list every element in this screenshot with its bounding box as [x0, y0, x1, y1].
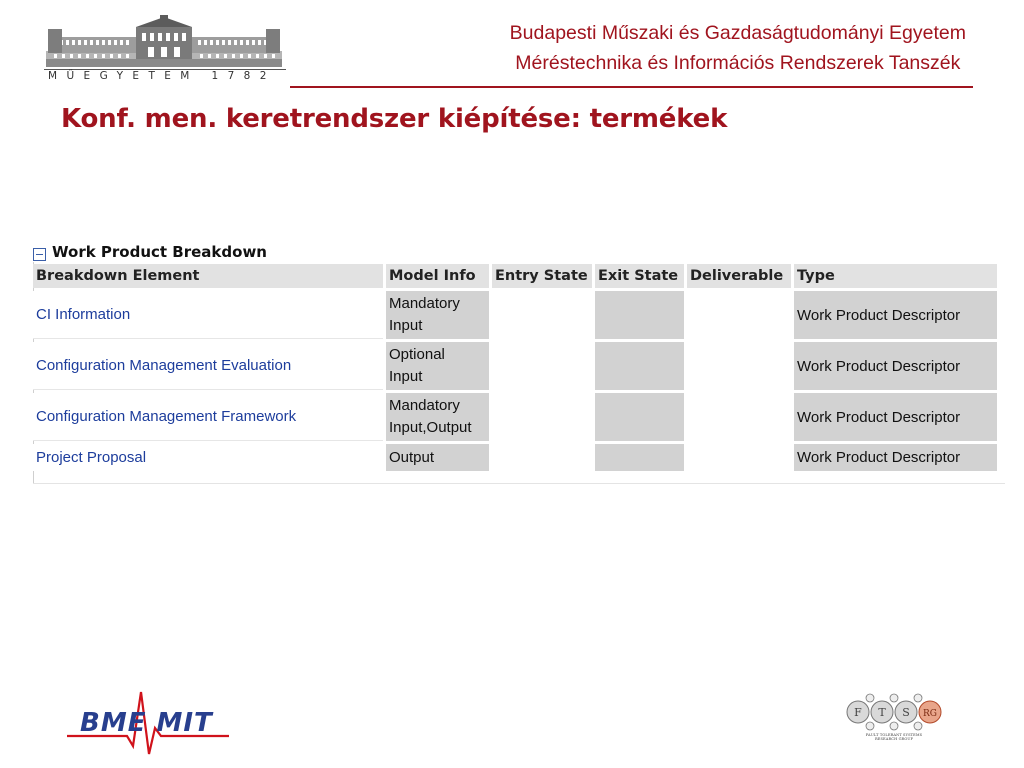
- model-info-cell: [386, 291, 489, 339]
- type-cell: Work Product Descriptor: [794, 291, 997, 339]
- type-cell: Work Product Descriptor: [794, 342, 997, 390]
- model-info-line: Mandatory: [389, 397, 460, 414]
- ftsrg-caption-line: RESEARCH GROUP: [874, 737, 914, 741]
- work-product-breakdown-panel: [33, 240, 1005, 474]
- model-info-line: Output: [389, 448, 435, 466]
- model-info-line: Input: [389, 368, 423, 385]
- column-header-exit-state: Exit State: [595, 264, 684, 288]
- breakdown-element-cell: [33, 393, 383, 441]
- model-info-line: Input: [389, 317, 423, 334]
- entry-state-cell: [492, 444, 592, 471]
- ftsrg-caption: [838, 733, 950, 741]
- breakdown-element-cell: [33, 342, 383, 390]
- table-row: [33, 393, 997, 441]
- entry-state-cell: [492, 393, 592, 441]
- deliverable-cell: [687, 393, 791, 441]
- table-header-row: [33, 264, 997, 288]
- department-name: Méréstechnika és Információs Rendszerek Tanszék: [515, 52, 961, 74]
- model-info-line: Optional: [389, 346, 445, 363]
- panel-title: Work Product Breakdown: [52, 243, 267, 261]
- breakdown-element-cell: [33, 291, 383, 339]
- column-header-deliverable: Deliverable: [687, 264, 791, 288]
- bme-mit-text: BME MIT: [80, 708, 213, 738]
- breakdown-element-cell: [33, 444, 383, 471]
- model-info-cell: [386, 342, 489, 390]
- model-info-line: Mandatory: [389, 295, 460, 312]
- exit-state-cell: [595, 291, 684, 339]
- model-info-line: Input,Output: [389, 419, 472, 436]
- header-divider: [290, 86, 973, 88]
- university-name: Budapesti Műszaki és Gazdaságtudományi Egyetem: [509, 22, 966, 44]
- entry-state-cell: [492, 291, 592, 339]
- ftsrg-letter: T: [878, 706, 886, 719]
- table-row: [33, 291, 997, 339]
- model-info-cell: [386, 393, 489, 441]
- slide-title: Konf. men. keretrendszer kiépítése: termékek: [61, 104, 728, 134]
- ftsrg-caption-line: FAULT TOLERANT SYSTEMS: [865, 733, 923, 737]
- deliverable-cell: [687, 444, 791, 471]
- breakdown-element-link[interactable]: CI Information: [36, 306, 131, 323]
- breakdown-table: [30, 261, 1000, 474]
- table-row: [33, 342, 997, 390]
- deliverable-cell: [687, 291, 791, 339]
- university-header: [510, 18, 966, 78]
- column-header-type: Type: [794, 264, 997, 288]
- building-icon: [44, 15, 286, 73]
- exit-state-cell: [595, 393, 684, 441]
- type-cell: Work Product Descriptor: [794, 444, 997, 471]
- column-header-entry-state: Entry State: [492, 264, 592, 288]
- column-header-model-info: Model Info: [386, 264, 489, 288]
- table-row: [33, 444, 997, 471]
- deliverable-cell: [687, 342, 791, 390]
- collapse-icon[interactable]: [33, 248, 46, 261]
- logo-caption: MŰEGYETEM 1782: [48, 70, 276, 82]
- exit-state-cell: [595, 342, 684, 390]
- breakdown-element-link[interactable]: Configuration Management Evaluation: [36, 357, 292, 374]
- entry-state-cell: [492, 342, 592, 390]
- breakdown-element-link[interactable]: Project Proposal: [36, 449, 147, 466]
- exit-state-cell: [595, 444, 684, 471]
- ftsrg-circles-icon: [838, 690, 950, 734]
- type-cell: Work Product Descriptor: [794, 393, 997, 441]
- panel-bottom-border: [33, 483, 1005, 484]
- column-header-breakdown-element: Breakdown Element: [33, 264, 383, 288]
- ftsrg-letter: F: [854, 706, 862, 719]
- ftsrg-letter: S: [902, 706, 910, 719]
- breakdown-element-link[interactable]: Configuration Management Framework: [36, 408, 297, 425]
- model-info-cell: [386, 444, 489, 471]
- ftsrg-letter: RG: [923, 709, 937, 719]
